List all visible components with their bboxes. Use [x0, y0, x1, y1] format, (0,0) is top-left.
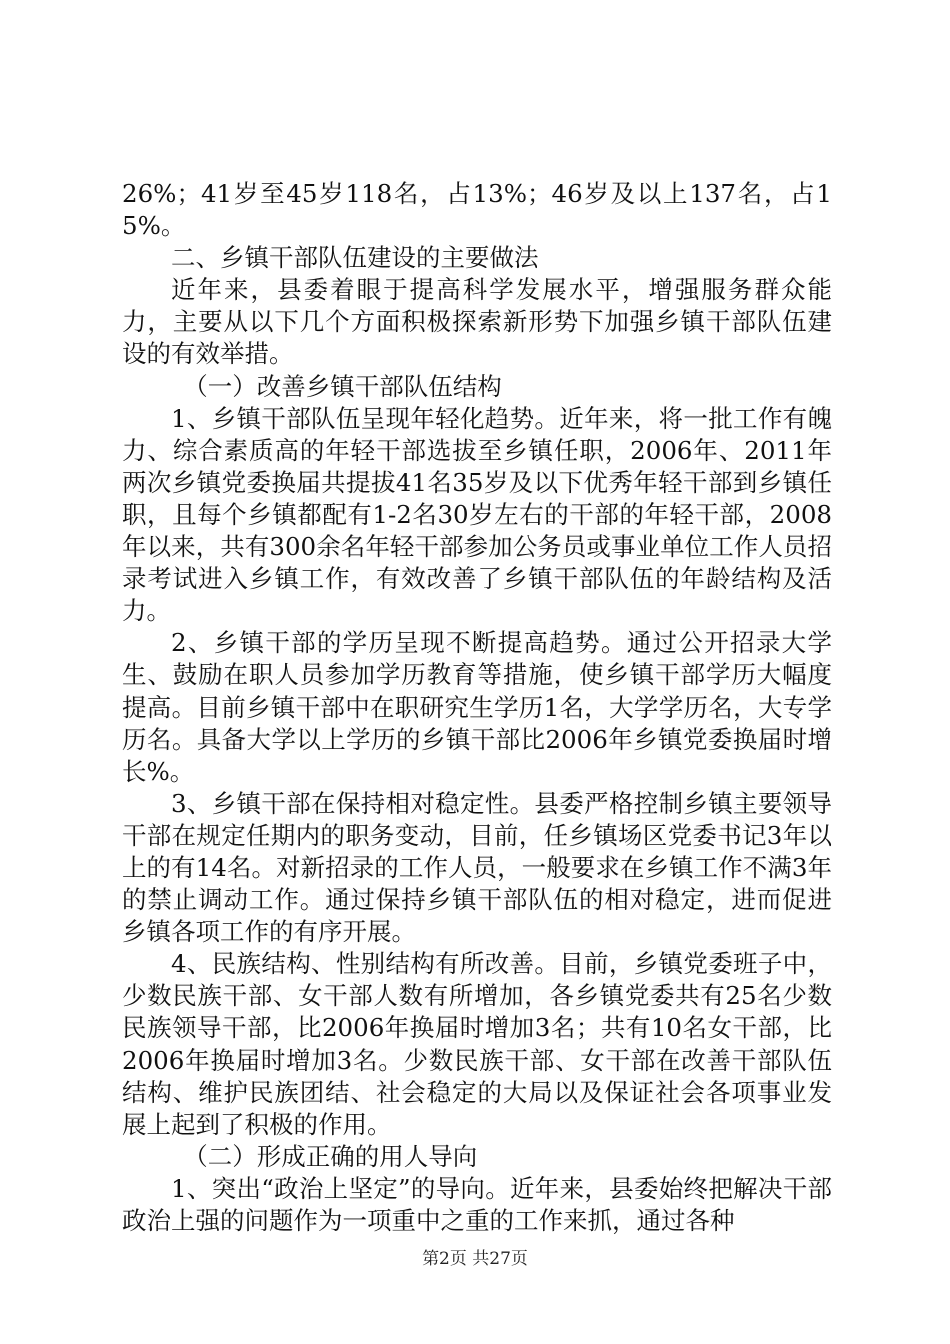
- subsection-heading-structure: （一）改善乡镇干部队伍结构: [183, 371, 502, 401]
- document-body: [122, 178, 832, 1237]
- paragraph-item-1-political: 1、突出“政治上坚定”的导向。近年来，县委始终把解决干部政治上强的问题作为一项重中之重的工作来抓，通过各种: [122, 1173, 832, 1235]
- page-footer: [0, 1244, 950, 1269]
- subsection-heading-orientation: （二）形成正确的用人导向: [183, 1141, 478, 1171]
- paragraph-item-3-stability: 3、乡镇干部在保持相对稳定性。县委严格控制乡镇主要领导干部在规定任期内的职务变动，目前，任乡镇场区党委书记3年以上的有14名。对新招录的工作人员，一般要求在乡镇工作不满3年的禁止调动工作。通过保持乡镇干部队伍的相对稳定，进而促进乡镇各项工作的有序开展。: [122, 788, 832, 947]
- paragraph-continuation: 26%；41岁至45岁118名，占13%；46岁及以上137名，占15%。: [122, 179, 832, 241]
- page-number: 第2页 共27页: [422, 1249, 528, 1269]
- section-heading-main-practices: 二、乡镇干部队伍建设的主要做法: [171, 243, 539, 273]
- paragraph-item-1-youth: 1、乡镇干部队伍呈现年轻化趋势。近年来，将一批工作有魄力、综合素质高的年轻干部选拔至乡镇任职，2006年、2011年两次乡镇党委换届共提拔41名35岁及以下优秀年轻干部到乡镇任职，且每个乡镇都配有1-2名30岁左右的干部的年轻干部，2008年以来，共有300余名年轻干部参加公务员或事业单位工作人员招录考试进入乡镇工作，有效改善了乡镇干部队伍的年龄结构及活力。: [122, 403, 832, 626]
- paragraph-intro: 近年来，县委着眼于提高科学发展水平，增强服务群众能力，主要从以下几个方面积极探索新形势下加强乡镇干部队伍建设的有效举措。: [122, 275, 832, 369]
- paragraph-item-4-ethnic-gender: 4、民族结构、性别结构有所改善。目前，乡镇党委班子中，少数民族干部、女干部人数有所增加，各乡镇党委共有25名少数民族领导干部，比2006年换届时增加3名；共有10名女干部，比2006年换届时增加3名。少数民族干部、女干部在改善干部队伍结构、维护民族团结、社会稳定的大局以及保证社会各项事业发展上起到了积极的作用。: [122, 949, 832, 1139]
- paragraph-item-2-education: 2、乡镇干部的学历呈现不断提高趋势。通过公开招录大学生、鼓励在职人员参加学历教育等措施，使乡镇干部学历大幅度提高。目前乡镇干部中在职研究生学历1名，大学学历名，大专学历名。具备大学以上学历的乡镇干部比2006年乡镇党委换届时增长%。: [122, 628, 832, 786]
